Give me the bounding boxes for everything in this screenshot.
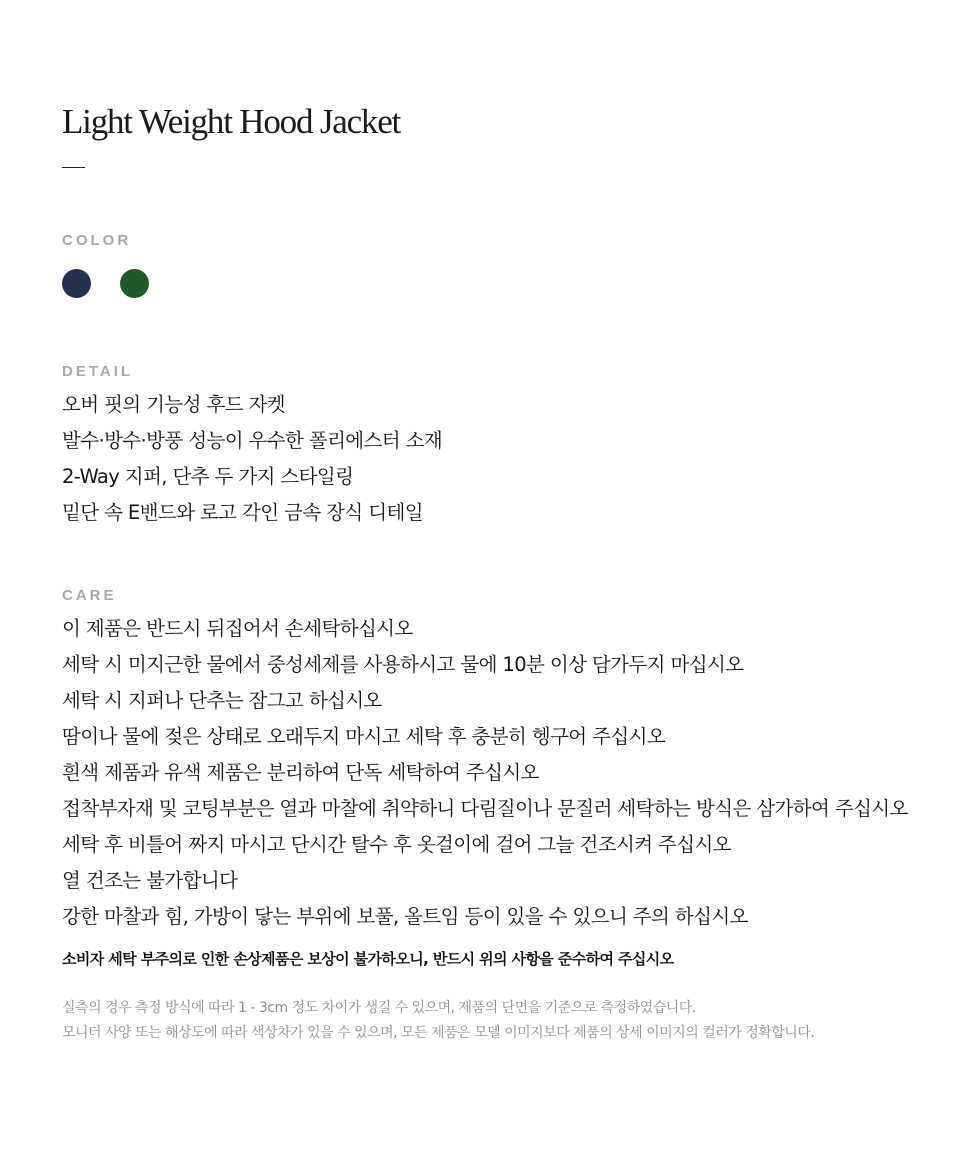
- care-line: 세탁 시 지퍼나 단추는 잠그고 하십시오: [62, 689, 382, 712]
- detail-section-label: DETAIL: [62, 363, 134, 380]
- detail-line: 발수·방수·방풍 성능이 우수한 폴리에스터 소재: [62, 429, 443, 452]
- care-line: 접착부자재 및 코팅부분은 열과 마찰에 취약하니 다림질이나 문질러 세탁하는 방식은 삼가하여 주십시오: [62, 797, 908, 820]
- care-line: 강한 마찰과 힘, 가방이 닿는 부위에 보풀, 올트임 등이 있을 수 있으니 주의 하십시오: [62, 905, 748, 928]
- color-section-label: COLOR: [62, 232, 132, 249]
- care-line: 이 제품은 반드시 뒤집어서 손세탁하십시오: [62, 617, 413, 640]
- care-line: 흰색 제품과 유색 제품은 분리하여 단독 세탁하여 주십시오: [62, 761, 539, 784]
- color-swatch-navy[interactable]: [62, 269, 91, 298]
- care-line: 열 건조는 불가합니다: [62, 869, 238, 892]
- care-line: 세탁 시 미지근한 물에서 중성세제를 사용하시고 물에 10분 이상 담가두지 마십시오: [62, 653, 744, 676]
- footnote-line: 모니터 사양 또는 해상도에 따라 색상차가 있을 수 있으며, 모든 제품은 모델 이미지보다 제품의 상세 이미지의 컬러가 정확합니다.: [62, 1025, 815, 1041]
- care-list: [62, 611, 908, 935]
- care-notice: 소비자 세탁 부주의로 인한 손상제품은 보상이 불가하오니, 반드시 위의 사항을 준수하여 주십시오: [62, 950, 674, 968]
- color-swatches: [62, 269, 149, 298]
- color-swatch-green[interactable]: [120, 269, 149, 298]
- footnotes: [62, 996, 814, 1046]
- care-line: 땀이나 물에 젖은 상태로 오래두지 마시고 세탁 후 충분히 헹구어 주십시오: [62, 725, 666, 748]
- title-divider: [62, 167, 85, 168]
- care-line: 세탁 후 비틀어 짜지 마시고 단시간 탈수 후 옷걸이에 걸어 그늘 건조시켜 주십시오: [62, 833, 732, 856]
- detail-line: 밑단 속 E밴드와 로고 각인 금속 장식 디테일: [62, 501, 423, 524]
- product-title: Light Weight Hood Jacket: [62, 102, 401, 141]
- footnote-line: 실측의 경우 측정 방식에 따라 1 - 3cm 정도 차이가 생길 수 있으며, 제품의 단면을 기준으로 측정하였습니다.: [62, 1000, 696, 1016]
- detail-list: [62, 387, 442, 531]
- detail-line: 2-Way 지퍼, 단추 두 가지 스타일링: [62, 465, 354, 488]
- detail-line: 오버 핏의 기능성 후드 자켓: [62, 393, 286, 416]
- care-section-label: CARE: [62, 587, 117, 604]
